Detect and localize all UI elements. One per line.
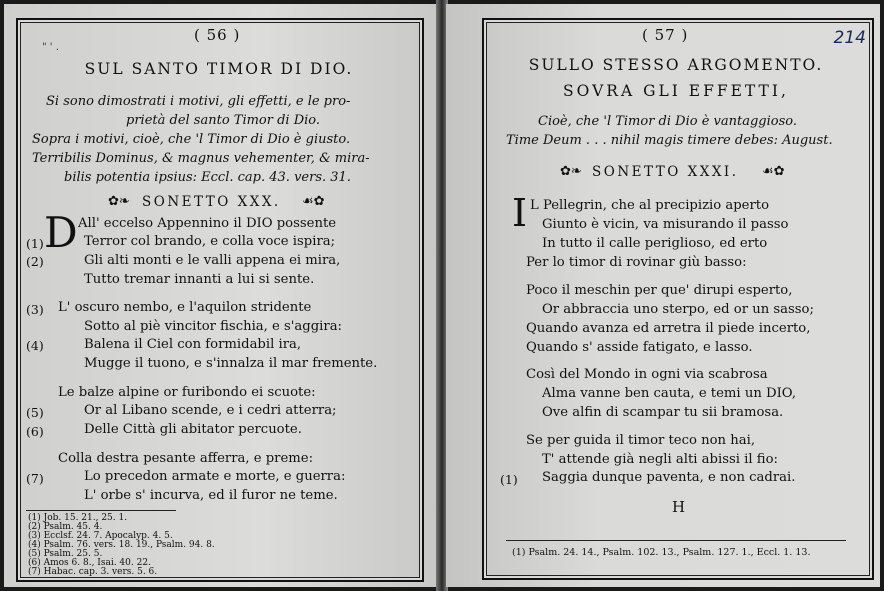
intro-line: Sopra i motivi, cioè, che 'l Timor di Dio è giusto. [32, 132, 351, 147]
verse-line: L' orbe s' incurva, ed il furor ne teme. [84, 488, 338, 503]
verse-line: Alma vanne ben cauta, e temi un DIO, [542, 386, 797, 401]
intro-line: prietà del santo Timor di Dio. [126, 113, 321, 128]
verse-line: Sotto al piè vincitor fischia, e s'aggira: [84, 319, 342, 334]
verse-line: Per lo timor di rovinar giù basso: [526, 255, 747, 270]
ornament-left: ✿❧ [560, 164, 582, 179]
intro-line: Terribilis Dominus, & magnus vehementer, & mira- [32, 151, 370, 166]
sonnet-title: SONETTO XXXI. [592, 164, 739, 180]
ornament-left: ✿❧ [108, 194, 130, 209]
verse-line: Mugge il tuono, e s'innalza il mar fremente. [84, 356, 378, 371]
page-border [482, 18, 874, 580]
page-number: ( 57 ) [642, 26, 689, 44]
note-marker: (5) [26, 405, 44, 420]
stray-mark: " ' . [42, 42, 59, 53]
intro-line: Time Deum . . . nihil magis timere debes: August. [506, 133, 833, 148]
verse-line: L Pellegrin, che al precipizio aperto [530, 198, 770, 213]
verse-line: Or abbraccia uno sterpo, ed or un sasso; [542, 302, 814, 317]
intro-line: Cioè, che 'l Timor di Dio è vantaggioso. [538, 114, 798, 129]
note-marker: (1) [500, 472, 518, 487]
footnote: (6) Amos 6. 8., Isai. 40. 22. [28, 558, 151, 568]
note-marker: (3) [26, 302, 44, 317]
ornament-right: ☙✿ [302, 194, 325, 209]
verse-line: In tutto il calle periglioso, ed erto [542, 236, 768, 251]
verse-line: T' attende già negli alti abissi il fio: [542, 452, 778, 467]
footnote: (1) Job. 15. 21., 25. 1. [28, 513, 128, 523]
note-marker: (7) [26, 471, 44, 486]
intro-line: bilis potentia ipsius: Eccl. cap. 43. vers. 31. [64, 170, 351, 185]
footnote-rule [506, 540, 846, 541]
verse-line: Quando avanza ed arretra il piede incerto, [526, 321, 811, 336]
verse-line: Le balze alpine or furibondo ei scuote: [58, 385, 316, 400]
verse-line: Poco il meschin per que' dirupi esperto, [526, 283, 793, 298]
verse-line: Giunto è vicin, va misurando il passo [542, 217, 789, 232]
verse-line: Tutto tremar innanti a lui si sente. [84, 272, 315, 287]
footnote: (3) Ecclsf. 24. 7. Apocalyp. 4. 5. [28, 531, 173, 541]
signature-mark: H [672, 498, 686, 516]
note-marker: (6) [26, 424, 44, 439]
verse-line: Quando s' asside fatigato, e lasso. [526, 340, 753, 355]
footnote: (4) Psalm. 76. vers. 18. 19., Psalm. 94. 8. [28, 540, 215, 550]
verse-line: All' eccelso Appennino il DIO possente [78, 216, 337, 231]
intro-line: Si sono dimostrati i motivi, gli effetti, e le pro- [46, 94, 351, 109]
ornament-right: ☙✿ [762, 164, 785, 179]
footnote: (1) Psalm. 24. 14., Psalm. 102. 13., Psalm. 127. 1., Eccl. 1. 13. [512, 547, 811, 558]
verse-line: Colla destra pesante afferra, e preme: [58, 451, 314, 466]
left-page [4, 4, 438, 587]
folio-number: 214 [833, 28, 866, 48]
footnote: (7) Habac. cap. 3. vers. 5. 6. [28, 567, 158, 577]
verse-line: Ove alfin di scampar tu sii bramosa. [542, 405, 784, 420]
page-subtitle: SOVRA GLI EFFETTI, [563, 82, 789, 100]
footnote: (2) Psalm. 45. 4. [28, 522, 103, 532]
verse-line: L' oscuro nembo, e l'aquilon stridente [58, 300, 312, 315]
verse-line: Lo precedon armate e morte, e guerra: [84, 469, 346, 484]
verse-line: Terror col brando, e colla voce ispira; [84, 234, 336, 249]
verse-line: Balena il Ciel con formidabil ira, [84, 337, 302, 352]
drop-cap: D [44, 208, 78, 257]
verse-line: Così del Mondo in ogni via scabrosa [526, 367, 768, 382]
drop-cap: I [512, 191, 528, 235]
page-title: SUL SANTO TIMOR DI DIO. [84, 60, 354, 78]
footnote-rule [26, 510, 176, 511]
verse-line: Se per guida il timor teco non hai, [526, 433, 756, 448]
page-number: ( 56 ) [194, 26, 241, 44]
verse-line: Gli alti monti e le valli appena ei mira, [84, 253, 341, 268]
verse-line: Saggia dunque paventa, e non cadrai. [542, 470, 796, 485]
page-title: SULLO STESSO ARGOMENTO. [528, 56, 824, 74]
verse-line: Delle Città gli abitator percuote. [84, 422, 302, 437]
sonnet-title: SONETTO XXX. [142, 194, 281, 210]
footnote: (5) Psalm. 25. 5. [28, 549, 103, 559]
verse-line: Or al Libano scende, e i cedri atterra; [84, 403, 337, 418]
note-marker: (1) [26, 236, 44, 251]
note-marker: (4) [26, 338, 44, 353]
right-page [446, 4, 880, 587]
note-marker: (2) [26, 254, 44, 269]
